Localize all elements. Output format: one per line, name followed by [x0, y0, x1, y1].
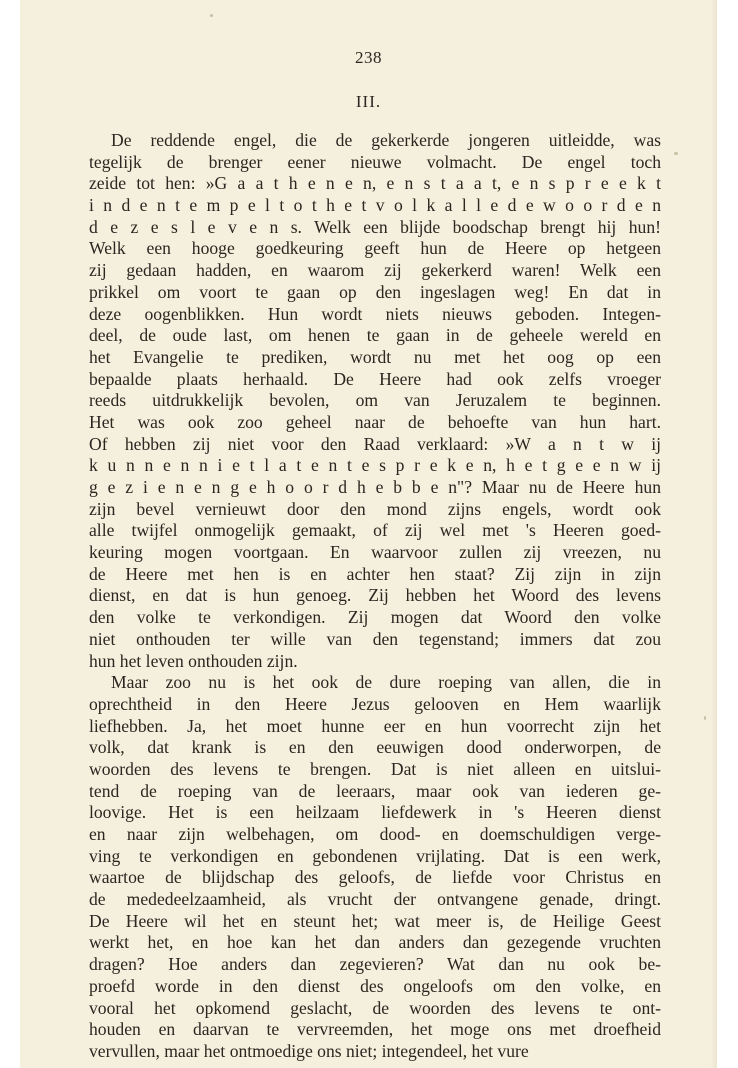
paper-fleck [674, 152, 678, 155]
body-text [89, 130, 661, 1063]
text-line: de Heere met hen is en achter hen staat? Zij zijn in zijn [89, 563, 661, 584]
text-line: oprechtheid in den Heere Jezus gelooven en Hem waarlijk [89, 693, 661, 714]
text-line: dragen? Hoe anders dan zegevieren? Wat dan nu ook be- [89, 954, 661, 975]
text-line: De reddende engel, die de gekerkerde jongeren uitleidde, was [111, 130, 661, 150]
paper-fleck [704, 716, 706, 720]
text-line: i n d e n t e m p e l t o t h e t v o l k a l l e d e w o o r d e n [89, 195, 661, 216]
text-line: proefd worde in den dienst des ongeloofs om den volke, en [89, 975, 661, 996]
text-line: het Evangelie te prediken, wordt nu met het oog op een [89, 346, 661, 367]
text-line: woorden des levens te brengen. Dat is niet alleen en uitslui- [89, 758, 661, 779]
text-line: Maar zoo nu is het ook de dure roeping van allen, die in [111, 672, 661, 693]
text-line: d e z e s l e v e n s. Welk een blijde boodschap brengt hij hun! [89, 216, 661, 237]
paragraph [89, 130, 661, 672]
text-line: de mededeelzaamheid, als vrucht der ontvangene genade, dringt. [89, 889, 661, 910]
text-line: tend de roeping van de leeraars, maar ook van iederen ge- [89, 780, 661, 801]
paper-fleck [210, 14, 213, 17]
text-line: Of hebben zij niet voor den Raad verklaard: »W a n t w ij [89, 433, 661, 454]
text-line: houden en daarvan te vervreemden, het moge ons met droefheid [89, 1019, 661, 1040]
text-line: en naar zijn welbehagen, om dood- en doemschuldigen verge- [89, 824, 661, 844]
text-line: liefhebben. Ja, het moet hunne eer en hun voorrecht zijn het [89, 715, 661, 736]
page-edge-shadow [711, 0, 717, 1068]
text-line: werkt het, en hoe kan het dan anders dan gezegende vruchten [89, 932, 661, 953]
text-line: den volke te verkondigen. Zij mogen dat Woord den volke [89, 607, 661, 628]
text-line: Het was ook zoo geheel naar de behoefte van hun hart. [89, 411, 661, 432]
text-line: deel, de oude last, om henen te gaan in de geheele wereld en [89, 325, 661, 346]
text-line: niet onthouden ter wille van den tegenstand; immers dat zou [89, 628, 661, 649]
text-line: ving te verkondigen en gebondenen vrijlating. Dat is een werk, [89, 845, 661, 866]
paragraph [89, 672, 661, 1062]
text-line: Welk een hooge goedkeuring geeft hun de Heere op hetgeen [89, 238, 661, 259]
text-line: zeide tot hen: »G a a t h e n e n, e n s t a a t, e n s p r e e k t [89, 173, 661, 194]
text-line: alle twijfel onmogelijk gemaakt, of zij wel met 's Heeren goed- [89, 520, 661, 541]
chapter-heading: III. [355, 92, 382, 111]
book-page [20, 0, 717, 1068]
text-line: reeds uitdrukkelijk bevolen, om van Jeruzalem te beginnen. [89, 390, 661, 411]
text-line: loovige. Het is een heilzaam liefdewerk in 's Heeren dienst [89, 802, 661, 823]
text-line: volk, dat krank is en den eeuwigen dood onderworpen, de [89, 737, 661, 758]
text-line: keuring mogen voortgaan. En waarvoor zullen zij vreezen, nu [89, 542, 661, 563]
text-line: prikkel om voort te gaan op den ingeslagen weg! En dat in [89, 281, 661, 302]
text-line: vervullen, maar het ontmoedige ons niet; integendeel, het vure [89, 1040, 529, 1061]
text-line: vooral het opkomend geslacht, de woorden des levens te ont- [89, 997, 661, 1018]
page-number: 238 [355, 48, 382, 67]
text-line: De Heere wil het en steunt het; wat meer is, de Heilige Geest [89, 910, 661, 931]
text-line: k u n n e n n i e t l a t e n t e s p r e k e n, h e t g e e n w ij [89, 455, 661, 476]
text-line: deze oogenblikken. Hun wordt niets nieuws geboden. Integen- [89, 303, 661, 324]
text-line: hun het leven onthouden zijn. [89, 650, 298, 671]
text-line: zijn bevel vernieuwt door den mond zijns engels, wordt ook [89, 498, 661, 519]
text-line: tegelijk de brenger eener nieuwe volmacht. De engel toch [89, 151, 661, 172]
text-line: zij gedaan hadden, en waarom zij gekerkerd waren! Welk een [89, 260, 661, 281]
text-line: waartoe de blijdschap des geloofs, de liefde voor Christus en [89, 867, 661, 888]
text-line: dienst, en dat is hun genoeg. Zij hebben het Woord des levens [89, 585, 661, 606]
text-line: bepaalde plaats herhaald. De Heere had ook zelfs vroeger [89, 368, 661, 389]
text-line: g e z i e n e n g e h o o r d h e b b e n"? Maar nu de Heere hun [89, 477, 661, 497]
